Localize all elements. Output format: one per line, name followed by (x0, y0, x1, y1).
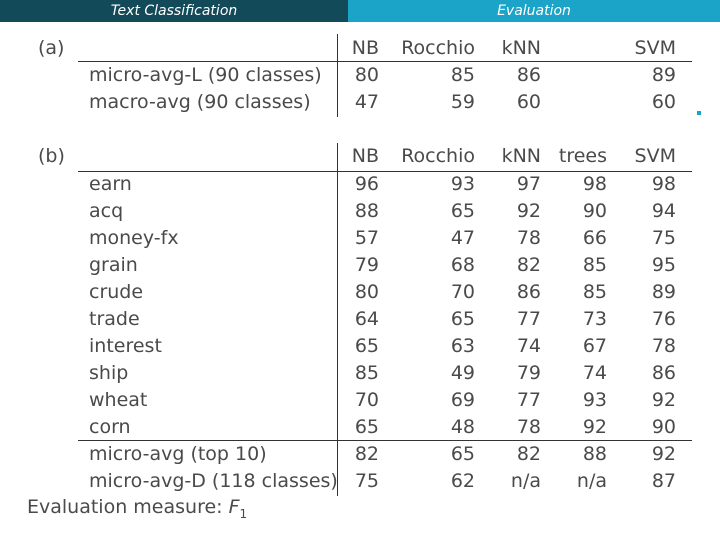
table-cell: 98 (582, 173, 607, 195)
table-cell: 65 (450, 308, 475, 330)
table-cell: 88 (354, 200, 379, 222)
table-cell: 69 (450, 389, 475, 411)
slide-marker-dot (697, 111, 701, 115)
row-label: earn (89, 173, 132, 195)
table-cell: 85 (450, 64, 475, 86)
table-cell: 96 (354, 173, 379, 195)
row-label: grain (89, 254, 138, 276)
table-cell: 92 (651, 389, 676, 411)
table-cell: 93 (450, 173, 475, 195)
table-cell: 49 (450, 362, 475, 384)
table-cell: 79 (516, 362, 541, 384)
table-cell: 73 (582, 308, 607, 330)
table-cell: n/a (510, 470, 541, 492)
table-cell: 97 (516, 173, 541, 195)
table-cell: 95 (651, 254, 676, 276)
column-header: NB (351, 145, 379, 167)
table-b-label: (b) (38, 145, 65, 167)
row-label: micro-avg (top 10) (89, 443, 267, 465)
table-cell: 65 (354, 416, 379, 438)
table-cell: 48 (450, 416, 475, 438)
table-cell: 86 (651, 362, 676, 384)
header-left-title: Text Classification (0, 0, 348, 22)
table-cell: 93 (582, 389, 607, 411)
table-cell: 90 (651, 416, 676, 438)
column-header: Rocchio (401, 145, 475, 167)
table-cell: 75 (651, 227, 676, 249)
table-b-header-rule (78, 171, 692, 172)
row-label: macro-avg (90 classes) (89, 91, 311, 113)
table-cell: 78 (516, 416, 541, 438)
table-cell: 70 (354, 389, 379, 411)
table-cell: 88 (582, 443, 607, 465)
table-cell: 59 (450, 91, 475, 113)
table-cell: 60 (516, 91, 541, 113)
table-cell: 77 (516, 308, 541, 330)
table-cell: 87 (651, 470, 676, 492)
slide-header (0, 0, 720, 22)
table-cell: 65 (354, 335, 379, 357)
row-label: interest (89, 335, 162, 357)
table-cell: 70 (450, 281, 475, 303)
row-label: ship (89, 362, 129, 384)
footer-prefix: Evaluation measure: (27, 496, 223, 518)
table-a-header-rule (78, 61, 692, 62)
table-cell: 75 (354, 470, 379, 492)
column-header: kNN (501, 145, 541, 167)
row-label: corn (89, 416, 131, 438)
table-cell: 86 (516, 281, 541, 303)
row-label: wheat (89, 389, 148, 411)
table-cell: 82 (354, 443, 379, 465)
table-cell: 92 (582, 416, 607, 438)
table-b-summary-rule (78, 440, 692, 441)
table-cell: 63 (450, 335, 475, 357)
table-cell: 98 (651, 173, 676, 195)
table-cell: 62 (450, 470, 475, 492)
table-cell: 65 (450, 200, 475, 222)
table-cell: 89 (651, 281, 676, 303)
column-header: SVM (634, 145, 676, 167)
table-cell: 92 (651, 443, 676, 465)
footer-evaluation-measure (27, 496, 247, 521)
table-cell: 79 (354, 254, 379, 276)
table-cell: 80 (354, 281, 379, 303)
table-cell: 74 (582, 362, 607, 384)
table-cell: 85 (582, 254, 607, 276)
table-cell: 82 (516, 254, 541, 276)
table-cell: 90 (582, 200, 607, 222)
table-cell: 76 (651, 308, 676, 330)
table-cell: 60 (651, 91, 676, 113)
table-cell: 47 (450, 227, 475, 249)
table-cell: 64 (354, 308, 379, 330)
table-cell: 80 (354, 64, 379, 86)
table-cell: 86 (516, 64, 541, 86)
column-header: trees (558, 145, 607, 167)
header-right-title: Evaluation (348, 0, 720, 22)
table-cell: 67 (582, 335, 607, 357)
table-cell: 85 (354, 362, 379, 384)
row-label: money-fx (89, 227, 179, 249)
table-cell: 74 (516, 335, 541, 357)
table-cell: 47 (354, 91, 379, 113)
table-cell: 66 (582, 227, 607, 249)
row-label: micro-avg-D (118 classes) (89, 470, 338, 492)
table-b-column-rule (337, 143, 338, 496)
table-cell: 78 (651, 335, 676, 357)
table-cell: 68 (450, 254, 475, 276)
table-cell: 57 (354, 227, 379, 249)
table-cell: 89 (651, 64, 676, 86)
footer-measure: $F_1$ (228, 496, 248, 521)
table-cell: 82 (516, 443, 541, 465)
table-cell: 85 (582, 281, 607, 303)
table-cell: 65 (450, 443, 475, 465)
table-a-column-rule (337, 34, 338, 117)
table-cell: n/a (576, 470, 607, 492)
row-label: crude (89, 281, 144, 303)
table-cell: 78 (516, 227, 541, 249)
table-cell: 92 (516, 200, 541, 222)
row-label: trade (89, 308, 140, 330)
row-label: micro-avg-L (90 classes) (89, 64, 322, 86)
table-a-label: (a) (38, 37, 65, 59)
table-cell: 94 (651, 200, 676, 222)
column-header: Rocchio (401, 37, 475, 59)
row-label: acq (89, 200, 124, 222)
table-cell: 77 (516, 389, 541, 411)
column-header: SVM (634, 37, 676, 59)
column-header: NB (351, 37, 379, 59)
column-header: kNN (501, 37, 541, 59)
